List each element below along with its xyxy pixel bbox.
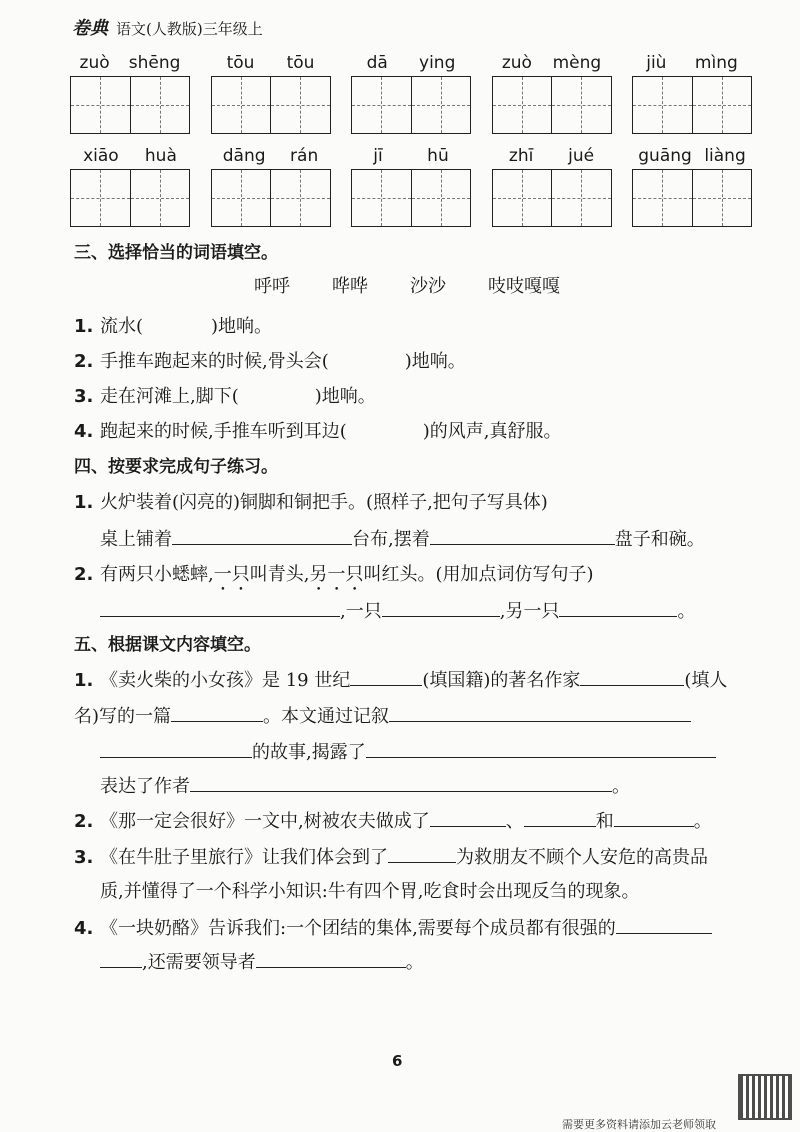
pinyin-syllable: mìng bbox=[694, 53, 738, 73]
pinyin-syllable: tōu bbox=[286, 53, 315, 73]
writing-grid bbox=[211, 169, 331, 227]
dotted-word: 另一只 bbox=[309, 564, 364, 585]
item-number: 2. bbox=[74, 564, 94, 585]
character-cell[interactable] bbox=[493, 77, 552, 133]
character-cell[interactable] bbox=[71, 77, 130, 133]
pinyin-syllable: dāng bbox=[222, 146, 266, 166]
s3-item-4 bbox=[74, 417, 562, 443]
pinyin-syllable: xiāo bbox=[83, 146, 119, 166]
answer-blank[interactable] bbox=[388, 842, 456, 863]
item-text: )地响。 bbox=[404, 351, 466, 372]
answer-blank[interactable] bbox=[559, 596, 677, 617]
option-word: 哗哗 bbox=[332, 276, 368, 297]
item-number: 1. bbox=[74, 316, 94, 337]
section4-title: 四、按要求完成句子练习。 bbox=[74, 457, 278, 477]
pinyin-label bbox=[492, 145, 612, 169]
pinyin-syllable: hū bbox=[427, 146, 449, 166]
s4-q2-answer bbox=[100, 596, 695, 623]
answer-blank[interactable] bbox=[100, 737, 252, 758]
item-text: ,另一只 bbox=[499, 601, 560, 622]
s3-item-1 bbox=[74, 312, 272, 338]
item-number: 1. bbox=[74, 492, 94, 513]
item-number: 4. bbox=[74, 918, 94, 939]
pinyin-syllable: huà bbox=[144, 146, 177, 166]
item-text: 。 bbox=[405, 952, 424, 973]
s5-q4-line2 bbox=[100, 947, 424, 974]
pinyin-word bbox=[492, 145, 612, 227]
item-text: (填国籍)的著名作家 bbox=[422, 670, 581, 691]
s5-q3-line1 bbox=[74, 842, 708, 869]
answer-blank[interactable] bbox=[614, 806, 694, 827]
s5-q3-line2: 质,并懂得了一个科学小知识:牛有四个胃,吃食时会出现反刍的现象。 bbox=[100, 881, 640, 902]
answer-blank[interactable] bbox=[616, 913, 712, 934]
character-cell[interactable] bbox=[352, 77, 411, 133]
character-cell[interactable] bbox=[270, 77, 330, 133]
pinyin-syllable: jiù bbox=[646, 53, 667, 73]
option-word: 沙沙 bbox=[410, 276, 446, 297]
item-text: 表达了作者 bbox=[100, 776, 190, 797]
answer-blank[interactable] bbox=[100, 947, 142, 968]
pinyin-word bbox=[211, 145, 331, 227]
item-text: (填人 bbox=[684, 670, 728, 691]
item-number: 3. bbox=[74, 386, 94, 407]
page-header bbox=[72, 14, 263, 40]
pinyin-label bbox=[492, 52, 612, 76]
pinyin-syllable: rán bbox=[290, 146, 319, 166]
pinyin-syllable: zuò bbox=[501, 53, 532, 73]
item-text: 《一块奶酪》告诉我们:一个团结的集体,需要每个成员都有很强的 bbox=[100, 918, 616, 939]
item-text: ,还需要领导者 bbox=[142, 952, 256, 973]
item-text: 《那一定会很好》一文中,树被农夫做成了 bbox=[100, 811, 430, 832]
character-cell[interactable] bbox=[71, 170, 130, 226]
item-text: 有两只小蟋蟀, bbox=[100, 564, 214, 585]
character-cell[interactable] bbox=[212, 77, 271, 133]
option-word: 吱吱嘎嘎 bbox=[488, 276, 560, 297]
item-text: 流水( bbox=[100, 316, 144, 337]
answer-blank[interactable] bbox=[350, 665, 422, 686]
word-options bbox=[254, 272, 560, 298]
writing-grid bbox=[211, 76, 331, 134]
pinyin-label bbox=[632, 52, 752, 76]
pinyin-row bbox=[70, 52, 752, 134]
pinyin-syllable: jué bbox=[568, 146, 595, 166]
s5-q1-line4 bbox=[100, 771, 630, 798]
answer-blank[interactable] bbox=[190, 771, 612, 792]
character-cell[interactable] bbox=[551, 77, 611, 133]
item-text: 。 bbox=[677, 601, 696, 622]
answer-blank[interactable] bbox=[524, 806, 596, 827]
pinyin-syllable: ying bbox=[419, 53, 456, 73]
item-text: 。本文通过记叙 bbox=[263, 706, 390, 727]
s3-item-2 bbox=[74, 347, 466, 373]
item-text: 走在河滩上,脚下( bbox=[100, 386, 239, 407]
item-text: 桌上铺着 bbox=[100, 529, 172, 550]
pinyin-label bbox=[211, 145, 331, 169]
pinyin-syllable: tōu bbox=[226, 53, 255, 73]
s5-q1-line2 bbox=[74, 701, 691, 728]
character-cell[interactable] bbox=[411, 77, 471, 133]
s4-q2 bbox=[74, 560, 594, 595]
item-text: 台布,摆着 bbox=[352, 529, 430, 550]
s5-q4-line1 bbox=[74, 913, 712, 940]
item-text: 《卖火柴的小女孩》是 19 世纪 bbox=[100, 670, 351, 691]
writing-grid bbox=[351, 169, 471, 227]
item-text: )地响。 bbox=[314, 386, 376, 407]
item-text: ,一只 bbox=[340, 601, 382, 622]
item-text: 手推车跑起来的时候,骨头会( bbox=[100, 351, 329, 372]
item-text: 叫青头, bbox=[249, 564, 310, 585]
pinyin-word bbox=[351, 52, 471, 134]
s5-q1-line1 bbox=[74, 665, 727, 692]
pinyin-word bbox=[351, 145, 471, 227]
pinyin-syllable: zhī bbox=[508, 146, 534, 166]
item-text: 为救朋友不顾个人安危的高贵品 bbox=[456, 847, 708, 868]
pinyin-syllable: liàng bbox=[704, 146, 746, 166]
item-text: 的故事,揭露了 bbox=[252, 742, 366, 763]
character-cell[interactable] bbox=[692, 170, 752, 226]
character-cell[interactable] bbox=[692, 77, 752, 133]
section3-title: 三、选择恰当的词语填空。 bbox=[74, 243, 278, 263]
pinyin-word bbox=[70, 145, 190, 227]
answer-blank[interactable] bbox=[389, 701, 691, 722]
character-cell[interactable] bbox=[130, 77, 190, 133]
writing-grid bbox=[70, 169, 190, 227]
item-number: 4. bbox=[74, 421, 94, 442]
answer-blank[interactable] bbox=[382, 596, 500, 617]
s4-q1-answer bbox=[100, 524, 705, 551]
pinyin-syllable: jī bbox=[373, 146, 383, 166]
item-number: 2. bbox=[74, 811, 94, 832]
writing-grid bbox=[70, 76, 190, 134]
answer-blank[interactable] bbox=[430, 806, 506, 827]
writing-grid bbox=[632, 76, 752, 134]
character-cell[interactable] bbox=[411, 170, 471, 226]
section5-title: 五、根据课文内容填空。 bbox=[74, 635, 261, 655]
item-text: 和 bbox=[595, 811, 614, 832]
pinyin-word bbox=[492, 52, 612, 134]
writing-grid bbox=[492, 169, 612, 227]
s5-q1-line3 bbox=[100, 737, 716, 764]
book-subject: 语文(人教版)三年级上 bbox=[116, 20, 263, 38]
writing-grid bbox=[632, 169, 752, 227]
item-text: 名)写的一篇 bbox=[74, 706, 172, 727]
character-cell[interactable] bbox=[551, 170, 611, 226]
item-text: 叫红头。(用加点词仿写句子) bbox=[363, 564, 594, 585]
s4-q1 bbox=[74, 488, 548, 514]
pinyin-label bbox=[70, 52, 190, 76]
character-cell[interactable] bbox=[493, 170, 552, 226]
answer-blank[interactable] bbox=[171, 701, 263, 722]
item-text: 《在牛肚子里旅行》让我们体会到了 bbox=[100, 847, 388, 868]
s5-q2 bbox=[74, 806, 712, 833]
pinyin-label bbox=[211, 52, 331, 76]
character-cell[interactable] bbox=[270, 170, 330, 226]
answer-blank[interactable] bbox=[366, 737, 716, 758]
answer-blank[interactable] bbox=[256, 947, 406, 968]
answer-blank[interactable] bbox=[580, 665, 684, 686]
pinyin-word bbox=[632, 145, 752, 227]
answer-blank[interactable] bbox=[430, 524, 615, 545]
item-text: 。 bbox=[693, 811, 712, 832]
pinyin-syllable: zuò bbox=[79, 53, 110, 73]
answer-blank[interactable] bbox=[100, 596, 340, 617]
item-text: )的风声,真舒服。 bbox=[422, 421, 562, 442]
pinyin-label bbox=[632, 145, 752, 169]
item-text: 盘子和碗。 bbox=[614, 529, 705, 550]
pinyin-word bbox=[211, 52, 331, 134]
footer-note: 需要更多资料请添加云老师领取 bbox=[562, 1118, 716, 1131]
writing-grid bbox=[351, 76, 471, 134]
character-cell[interactable] bbox=[633, 77, 692, 133]
dotted-word: 一只 bbox=[213, 564, 250, 585]
item-text: 跑起来的时候,手推车听到耳边( bbox=[100, 421, 347, 442]
character-cell[interactable] bbox=[212, 170, 271, 226]
item-number: 3. bbox=[74, 847, 94, 868]
pinyin-syllable: shēng bbox=[128, 53, 181, 73]
character-cell[interactable] bbox=[352, 170, 411, 226]
pinyin-label bbox=[351, 52, 471, 76]
s3-item-3 bbox=[74, 382, 376, 408]
item-number: 1. bbox=[74, 670, 94, 691]
option-word: 呼呼 bbox=[254, 276, 290, 297]
item-text: 。 bbox=[612, 776, 630, 797]
answer-blank[interactable] bbox=[172, 524, 352, 545]
pinyin-syllable: guāng bbox=[638, 146, 692, 166]
pinyin-label bbox=[70, 145, 190, 169]
character-cell[interactable] bbox=[130, 170, 190, 226]
pinyin-syllable: mèng bbox=[552, 53, 602, 73]
pinyin-syllable: dā bbox=[366, 53, 388, 73]
writing-grid bbox=[492, 76, 612, 134]
pinyin-word bbox=[632, 52, 752, 134]
item-text: 火炉装着(闪亮的)铜脚和铜把手。(照样子,把句子写具体) bbox=[100, 492, 548, 513]
item-text: )地响。 bbox=[211, 316, 273, 337]
character-cell[interactable] bbox=[633, 170, 692, 226]
pinyin-word bbox=[70, 52, 190, 134]
pinyin-row bbox=[70, 145, 752, 227]
qr-code-icon bbox=[738, 1074, 792, 1120]
brand-logo: 卷典 bbox=[72, 18, 108, 39]
item-text: 、 bbox=[505, 811, 524, 832]
item-number: 2. bbox=[74, 351, 94, 372]
page-number: 6 bbox=[392, 1052, 403, 1070]
pinyin-label bbox=[351, 145, 471, 169]
